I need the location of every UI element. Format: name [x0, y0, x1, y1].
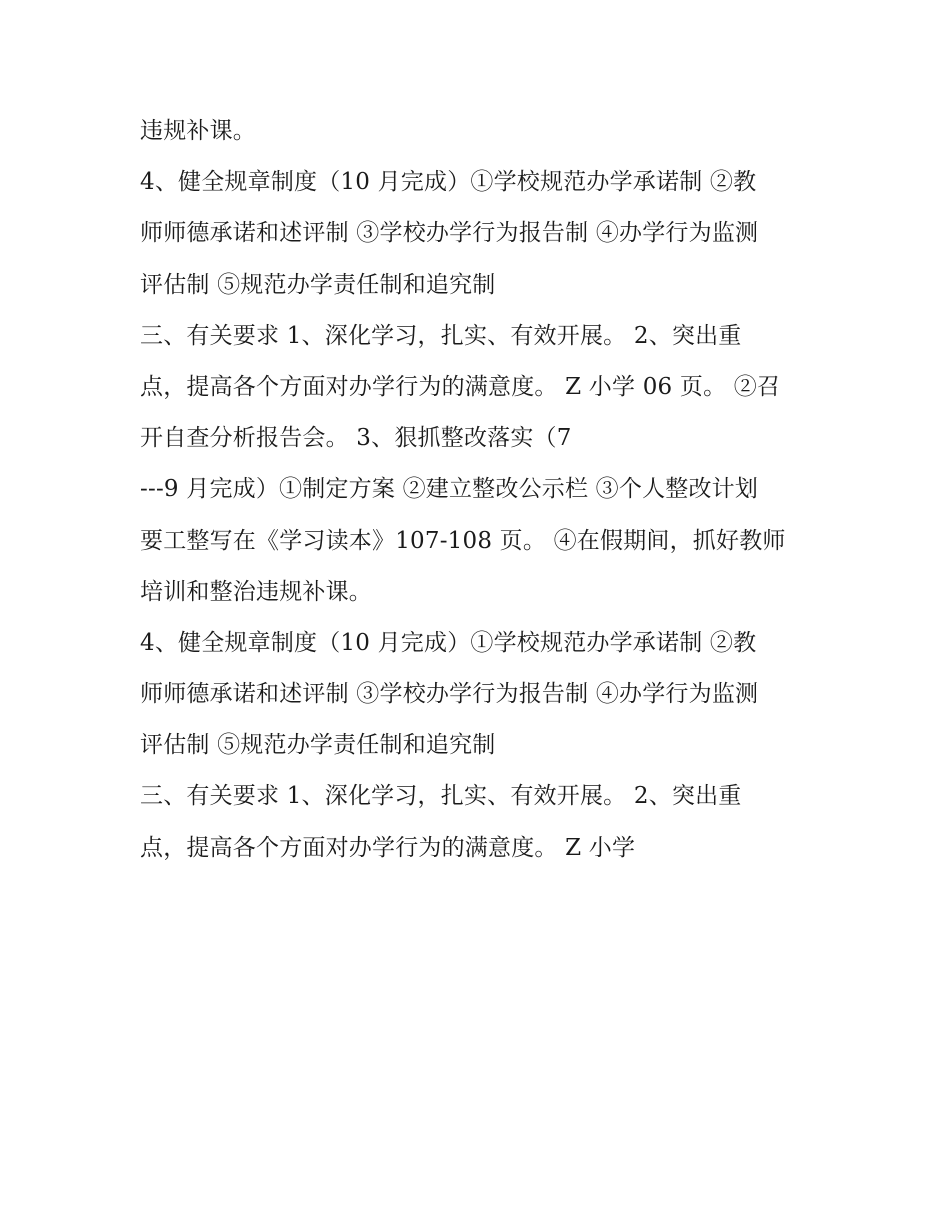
text-line: 要工整写在《学习读本》107-108 页。 ④在假期间，抓好教师: [140, 527, 786, 554]
text-line: 评估制 ⑤规范办学责任制和追究制: [140, 271, 496, 298]
text-line: ---9 月完成）①制定方案 ②建立整改公示栏 ③个人整改计划: [140, 476, 759, 503]
text-line: 点，提高各个方面对办学行为的满意度。 Z 小学: [140, 834, 636, 861]
text-line: 师师德承诺和述评制 ③学校办学行为报告制 ④办学行为监测: [140, 681, 759, 708]
text-line: 培训和整治违规补课。: [140, 578, 372, 605]
document-body: [140, 106, 820, 874]
text-line: 4、健全规章制度（10 月完成）①学校规范办学承诺制 ②教: [140, 169, 757, 196]
text-line: 4、健全规章制度（10 月完成）①学校规范办学承诺制 ②教: [140, 629, 757, 656]
text-line: 师师德承诺和述评制 ③学校办学行为报告制 ④办学行为监测: [140, 220, 759, 247]
text-line: 三、有关要求 1、深化学习，扎实、有效开展。 2、突出重: [140, 783, 742, 810]
text-line: 三、有关要求 1、深化学习，扎实、有效开展。 2、突出重: [140, 322, 742, 349]
text-line: 点，提高各个方面对办学行为的满意度。 Z 小学 06 页。 ②召: [140, 373, 781, 400]
text-line: 评估制 ⑤规范办学责任制和追究制: [140, 732, 496, 759]
text-line: 开自查分析报告会。 3、狠抓整改落实（7: [140, 425, 572, 452]
text-line: 违规补课。: [140, 118, 256, 144]
